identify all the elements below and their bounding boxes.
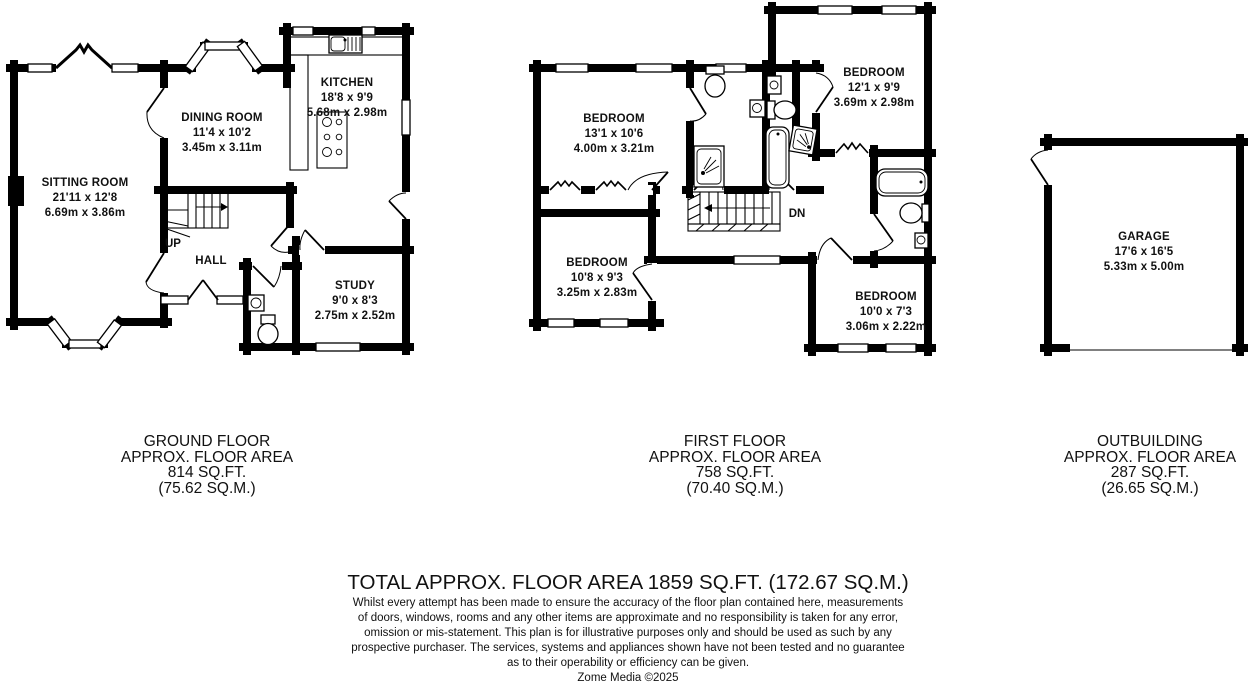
garage-metric: 5.33m x 5.00m bbox=[1103, 261, 1185, 273]
kitchen-metric: 5.68m x 2.98m bbox=[306, 107, 388, 119]
bedroom2-metric: 3.69m x 2.98m bbox=[833, 97, 915, 109]
window bbox=[362, 27, 375, 35]
bedroom4-metric: 3.06m x 2.22m bbox=[845, 321, 927, 333]
kitchen-label: KITCHEN bbox=[320, 77, 374, 89]
disclaimer-line2: of doors, windows, rooms and any other items are approximate and no responsibility is taken for any error, bbox=[357, 612, 899, 624]
stair-arrow bbox=[704, 204, 712, 212]
bedroom3-imperial: 10'8 x 9'3 bbox=[570, 272, 624, 284]
credit-text: Zome Media ©2025 bbox=[577, 672, 679, 684]
ground-caption-line2: APPROX. FLOOR AREA bbox=[120, 449, 294, 466]
outbuilding-plan bbox=[1031, 138, 1244, 354]
window bbox=[112, 64, 138, 72]
sitting-room-imperial: 21'11 x 12'8 bbox=[52, 192, 118, 204]
bathroom-toilet-icon bbox=[767, 101, 796, 119]
bedroom1-metric: 4.00m x 3.21m bbox=[573, 143, 655, 155]
window bbox=[600, 319, 628, 327]
bedroom4-label: BEDROOM bbox=[855, 291, 917, 303]
bathroom-bath-icon bbox=[766, 127, 789, 188]
disclaimer-line3: omission or mis-statement. This plan is for illustrative purposes only and should be used as such by any bbox=[364, 627, 892, 639]
kitchen-sink-icon bbox=[329, 35, 362, 53]
study-metric: 2.75m x 2.52m bbox=[314, 310, 396, 322]
first-caption-line1: FIRST FLOOR bbox=[683, 433, 787, 450]
wc-toilet-icon bbox=[258, 315, 278, 345]
sitting-room-label: SITTING ROOM bbox=[41, 177, 129, 189]
outbuilding-caption-line2: APPROX. FLOOR AREA bbox=[1063, 449, 1237, 466]
garage-label: GARAGE bbox=[1118, 231, 1170, 243]
bedroom3-metric: 3.25m x 2.83m bbox=[556, 287, 638, 299]
ground-floor-plan bbox=[8, 27, 411, 351]
stair-arrow bbox=[221, 203, 228, 211]
kitchen-imperial: 18'8 x 9'9 bbox=[320, 92, 374, 104]
window bbox=[293, 27, 313, 35]
outbuilding-caption-line4: (26.65 SQ.M.) bbox=[1101, 480, 1199, 497]
bedroom2-label: BEDROOM bbox=[843, 67, 905, 79]
window bbox=[838, 344, 868, 352]
disclaimer-line4: prospective purchaser. The services, systems and appliances shown have not been tested and no guarantee bbox=[351, 642, 905, 654]
ground-caption-line1: GROUND FLOOR bbox=[143, 433, 271, 450]
toilet-icon bbox=[900, 203, 929, 223]
window bbox=[886, 344, 916, 352]
window bbox=[28, 64, 52, 72]
window bbox=[548, 319, 574, 327]
bath-icon bbox=[876, 169, 928, 196]
dining-room-imperial: 11'4 x 10'2 bbox=[192, 127, 252, 139]
ground-caption-line3: 814 SQ.FT. bbox=[167, 464, 247, 481]
first-caption-line2: APPROX. FLOOR AREA bbox=[648, 449, 822, 466]
study-label: STUDY bbox=[335, 280, 375, 292]
ensuite-sink-icon bbox=[750, 100, 765, 117]
ensuite-toilet-icon bbox=[705, 66, 725, 97]
bedroom2-imperial: 12'1 x 9'9 bbox=[847, 82, 901, 94]
dining-room-label: DINING ROOM bbox=[181, 112, 263, 124]
stairs-down bbox=[688, 192, 780, 231]
stairs-up bbox=[164, 192, 228, 237]
outbuilding-caption-line1: OUTBUILDING bbox=[1097, 433, 1203, 450]
study-imperial: 9'0 x 8'3 bbox=[332, 295, 378, 307]
window bbox=[402, 100, 410, 135]
bedroom1-imperial: 13'1 x 10'6 bbox=[584, 128, 644, 140]
ensuite-shower-icon bbox=[694, 146, 724, 187]
hall-label: HALL bbox=[195, 255, 227, 267]
wc-sink-icon bbox=[248, 295, 264, 311]
window bbox=[237, 41, 262, 71]
window bbox=[882, 6, 916, 14]
window bbox=[556, 64, 588, 72]
window bbox=[69, 340, 101, 348]
dining-room-metric: 3.45m x 3.11m bbox=[182, 142, 262, 154]
window bbox=[818, 6, 852, 14]
dn-label: DN bbox=[788, 208, 806, 220]
window bbox=[734, 256, 780, 264]
bedroom1-label: BEDROOM bbox=[583, 113, 645, 125]
window bbox=[217, 296, 243, 304]
bathroom-sink-icon bbox=[767, 76, 781, 94]
bathroom-shower-icon bbox=[789, 125, 817, 155]
first-floor-plan bbox=[533, 6, 932, 352]
ground-caption-line4: (75.62 SQ.M.) bbox=[158, 480, 256, 497]
sink-icon bbox=[915, 233, 928, 248]
first-caption-line3: 758 SQ.FT. bbox=[695, 464, 775, 481]
hob-icon bbox=[317, 112, 347, 168]
window bbox=[316, 343, 360, 351]
sitting-room-metric: 6.69m x 3.86m bbox=[44, 207, 126, 219]
window bbox=[205, 42, 242, 50]
walls bbox=[1044, 138, 1244, 352]
outbuilding-caption-line3: 287 SQ.FT. bbox=[1110, 464, 1190, 481]
bedroom3-label: BEDROOM bbox=[566, 257, 628, 269]
window bbox=[161, 296, 188, 304]
total-area-text: TOTAL APPROX. FLOOR AREA 1859 SQ.FT. (172.67 SQ.M.) bbox=[347, 571, 909, 594]
bedroom4-imperial: 10'0 x 7'3 bbox=[859, 306, 913, 318]
up-label: UP bbox=[165, 238, 181, 250]
window bbox=[636, 64, 672, 72]
door-swing bbox=[271, 224, 290, 252]
floor-captions bbox=[121, 433, 1237, 497]
garage-imperial: 17'6 x 16'5 bbox=[1114, 246, 1174, 258]
footer bbox=[347, 571, 908, 684]
first-caption-line4: (70.40 SQ.M.) bbox=[686, 480, 784, 497]
disclaimer-line1: Whilst every attempt has been made to ensure the accuracy of the floor plan contained here, measurements bbox=[352, 597, 904, 609]
disclaimer-line5: as to their operability or efficiency can be given. bbox=[506, 657, 750, 669]
